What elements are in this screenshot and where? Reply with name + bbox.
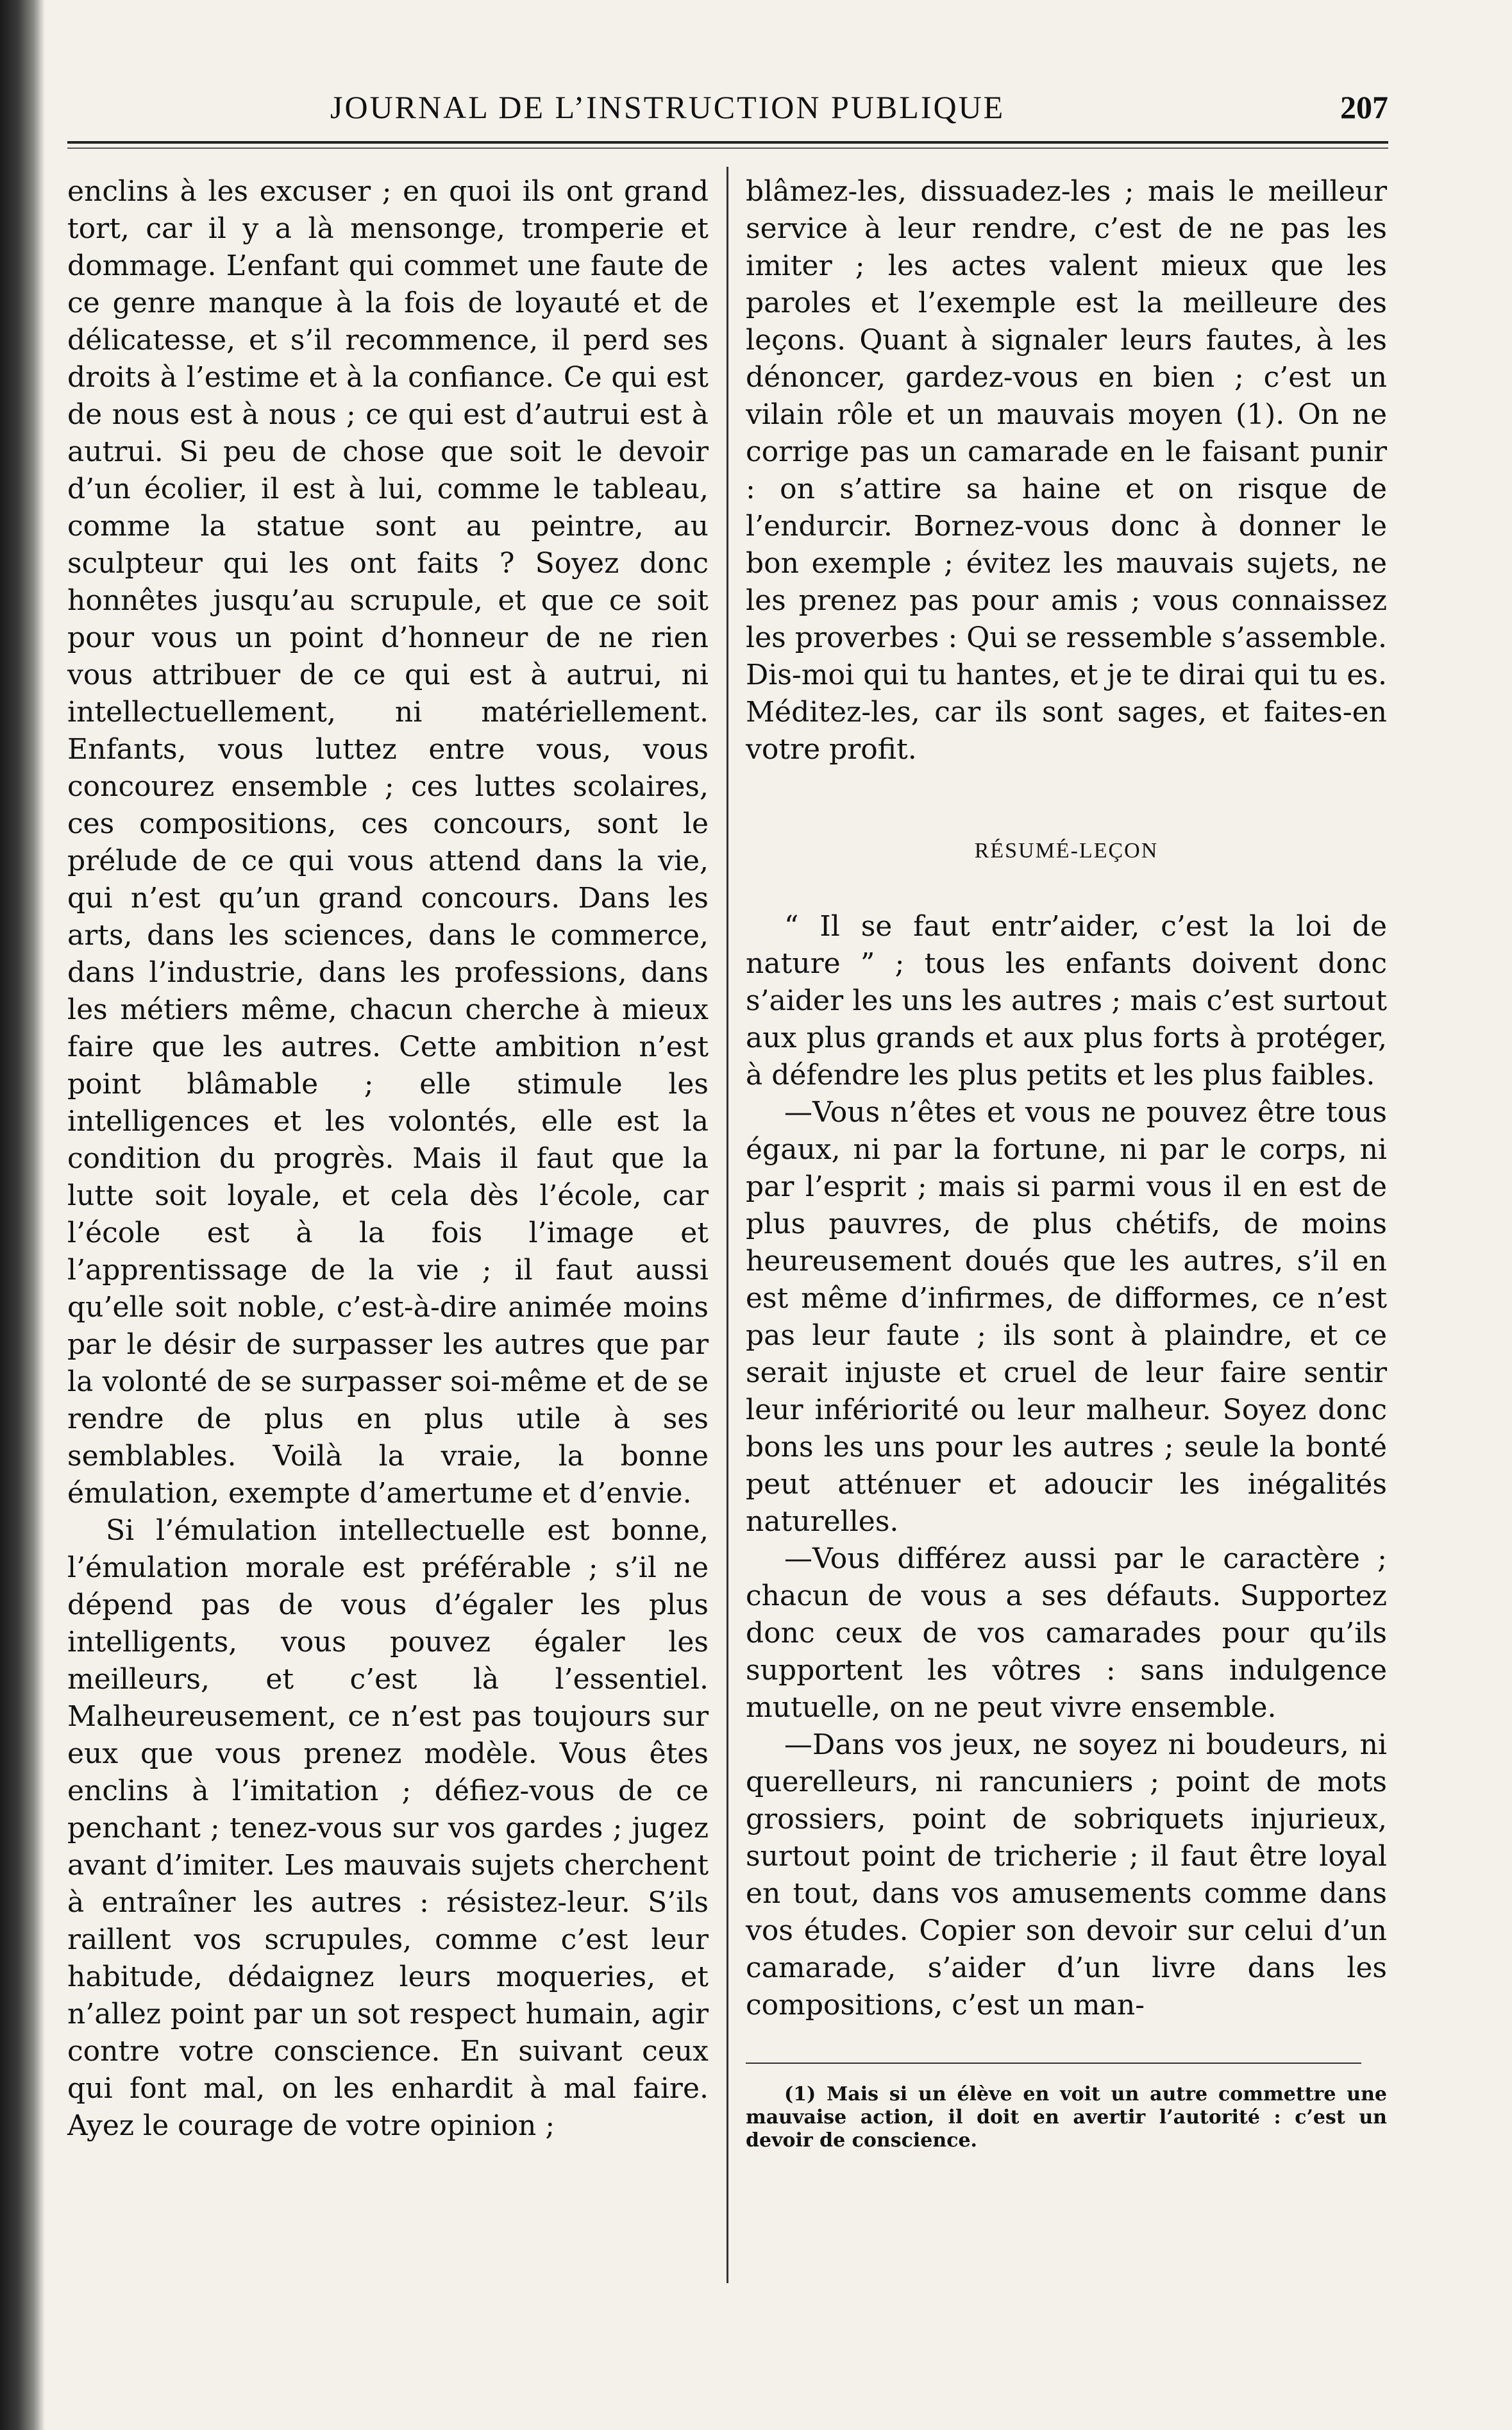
left-paragraph-2: Si l’émulation intellectuelle est bonne, l’émulation morale est préférable ; s’il ne dépend pas de vous d’égaler les plus intelligents, vous pouvez égaler les meilleurs, et c’est là l’essentiel. Malheureusement, ce n’est pas toujours sur eux que vous prenez modèle. Vous êtes enclins à l’imitation ; défiez-vous de ce penchant ; tenez-vous sur vos gardes ; jugez avant d’imiter. Les mauvais sujets cherchent à entraîner les autres : résistez-leur. S’ils raillent vos scrupules, comme c’est leur habitude, dédaignez leurs moqueries, et n’allez point par un sot respect humain, agir contre votre conscience. En suivant ceux qui font mal, on les enhardit à mal faire. Ayez le courage de votre opinion ; — [67, 1514, 709, 2142]
column-divider — [727, 167, 728, 2283]
page-number: 207 — [1340, 89, 1388, 125]
summary-paragraph-1: “ Il se faut entr’aider, c’est la loi de nature ” ; tous les enfants doivent donc s’aider les uns les autres ; mais c’est surtout aux plus grands et aux plus forts à protéger, à défendre les plus petits et les plus faibles. — [746, 910, 1387, 1092]
journal-page — [67, 77, 1388, 2386]
footnote-rule — [746, 2063, 1361, 2064]
summary-paragraph-3: —Vous différez aussi par le caractère ; chacun de vous a ses défauts. Supportez donc ceux de vos camarades pour qu’ils supportent les vôtres : sans indulgence mutuelle, on ne peut vivre ensemble. — [746, 1542, 1387, 1724]
footnote: (1) Mais si un élève en voit un autre commettre une mauvaise action, il doit en avertir l’autorité : c’est un devoir de conscience. — [746, 2083, 1387, 2152]
summary-paragraph-2: —Vous n’êtes et vous ne pouvez être tous égaux, ni par la fortune, ni par le corps, ni par l’esprit ; mais si parmi vous il en est de plus pauvres, de plus chétifs, de moins heureusement doués que les autres, s’il en est même d’infirmes, de difformes, ce n’est pas leur faute ; ils sont à plaindre, et ce serait injuste et cruel de leur faire sentir leur infériorité ou leur malheur. Soyez donc bons les uns pour les autres ; seule la bonté peut atténuer et adoucir les inégalités naturelles. — [746, 1096, 1387, 1538]
right-column — [746, 173, 1387, 2152]
left-column — [67, 173, 709, 2145]
left-paragraph-1: enclins à les excuser ; en quoi ils ont grand tort, car il y a là mensonge, tromperie et dommage. L’enfant qui commet une faute de ce genre manque à la fois de loyauté et de délicatesse, et s’il recommence, il perd ses droits à l’estime et à la confiance. Ce qui est de nous est à nous ; ce qui est d’autrui est à autrui. Si peu de chose que soit le devoir d’un écolier, il est à lui, comme le tableau, comme la statue sont au peintre, au sculpteur qui les ont faits ? Soyez donc honnêtes jusqu’au scrupule, et que ce soit pour vous un point d’honneur de ne rien vous attribuer de ce qui est à autrui, ni intellectuellement, ni matériellement. Enfants, vous luttez entre vous, vous concourez ensemble ; ces luttes scolaires, ces compositions, ces concours, sont le prélude de ce qui vous attend dans la vie, qui n’est qu’un grand concours. Dans les arts, dans les sciences, dans le commerce, dans l’industrie, dans les professions, dans les métiers même, chacun cherche à mieux faire que les autres. Cette ambition n’est point blâmable ; elle stimule les intelligences et les volontés, elle est la condition du progrès. Mais il faut que la lutte soit loyale, et cela dès l’école, car l’école est à la fois l’image et l’apprentissage de la vie ; il faut aussi qu’elle soit noble, c’est-à-dire animée moins par le désir de surpasser les autres que par la volonté de se surpasser soi-même et de se rendre de plus en plus utile à ses semblables. Voilà la vraie, la bonne émulation, exempte d’amertume et d’envie. — [67, 175, 709, 1510]
journal-title: JOURNAL DE L’INSTRUCTION PUBLIQUE — [330, 89, 1005, 125]
right-paragraph-1: blâmez-les, dissuadez-les ; mais le meilleur service à leur rendre, c’est de ne pas les imiter ; les actes valent mieux que les paroles et l’exemple est la meilleure des leçons. Quant à signaler leurs fautes, à les dénoncer, gardez-vous en bien ; c’est un vilain rôle et un mauvais moyen (1). On ne corrige pas un camarade en le faisant punir : on s’attire sa haine et on risque de l’endurcir. Bornez-vous donc à donner le bon exemple ; évitez les mauvais sujets, ne les prenez pas pour amis ; vous connaissez les proverbes : Qui se ressemble s’assemble. Dis-moi qui tu hantes, et je te dirai qui tu es. Méditez-les, car ils sont sages, et faites-en votre profit. — [746, 175, 1387, 766]
book-binding-shadow — [0, 0, 45, 2430]
summary-paragraph-4: —Dans vos jeux, ne soyez ni boudeurs, ni querelleurs, ni rancuniers ; point de mots grossiers, point de sobriquets injurieux, surtout point de tricherie ; il faut être loyal en tout, dans vos amusements comme dans vos études. Copier son devoir sur celui d’un camarade, s’aider d’un livre dans les compositions, c’est un man- — [746, 1728, 1387, 2021]
header-rule — [67, 141, 1388, 144]
running-header — [67, 77, 1388, 135]
section-heading: RÉSUMÉ-LEÇON — [974, 839, 1159, 863]
header-rule-thin — [67, 148, 1388, 149]
